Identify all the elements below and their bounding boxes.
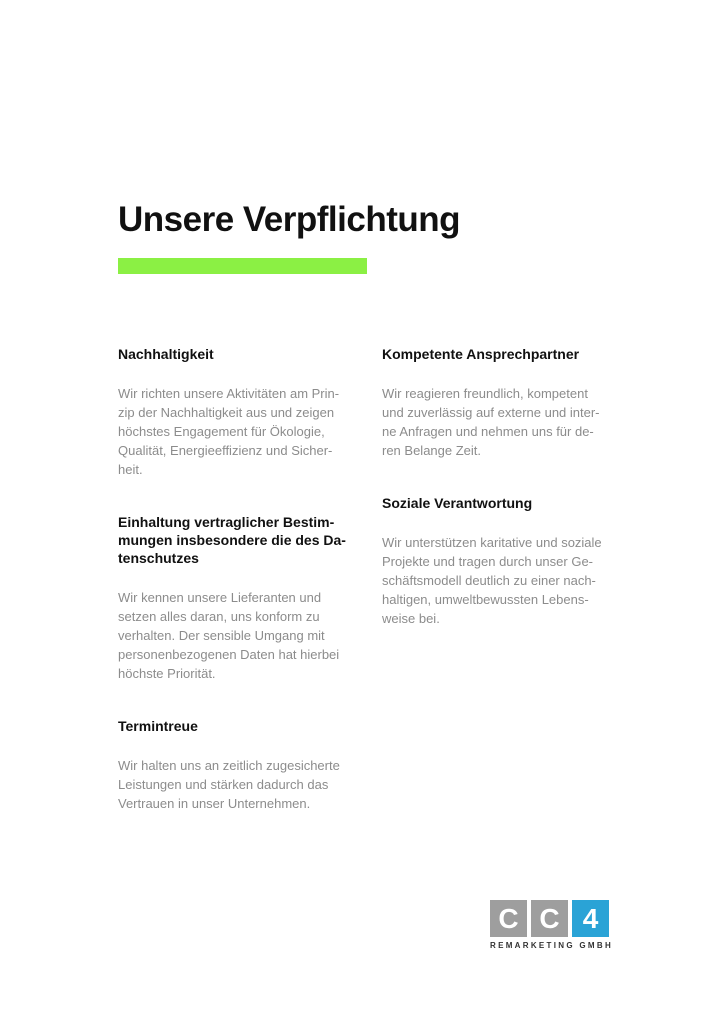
accent-bar [118,258,367,274]
section-ansprechpartner [382,345,622,460]
section-heading: Kompetente Ansprechpartner [382,346,580,362]
section-datenschutz [118,513,358,683]
logo-blocks [490,900,618,937]
logo-subtitle: REMARKETING GMBH [490,941,614,950]
section-heading: Einhaltung vertraglicher Bestim- mungen insbesondere die des Da- tenschutzes [118,514,346,566]
section-text: Wir halten uns an zeitlich zugesicherte Leistungen und stärken dadurch das Vertrauen in unser Unternehmen. [118,758,340,811]
logo-letter-c2: C [531,900,568,937]
right-column [382,345,622,662]
section-text: Wir kennen unsere Lieferanten und setzen alles daran, uns konform zu verhalten. Der sensible Umgang mit personenbezogenen Daten hat hierbei höchste Priorität. [118,590,340,681]
section-nachhaltigkeit [118,345,358,479]
logo-digit-4: 4 [572,900,609,937]
section-soziale-verantwortung [382,494,622,628]
section-text: Wir reagieren freundlich, kompetent und zuverlässig auf externe und inter- ne Anfragen und nehmen uns für de- ren Belange Zeit. [382,386,600,458]
section-termintreue [118,717,358,813]
section-heading: Termintreue [118,718,198,734]
company-logo [490,900,618,956]
section-heading: Soziale Verantwortung [382,495,533,511]
page-title: Unsere Verpflichtung [118,200,461,239]
section-heading: Nachhaltigkeit [118,346,214,362]
left-column [118,345,358,847]
section-text: Wir unterstützen karitative und soziale Projekte und tragen durch unser Ge- schäftsmodell deutlich zu einer nach- haltigen, umweltbewussten Lebens- weise bei. [382,535,602,626]
logo-letter-c1: C [490,900,527,937]
section-text: Wir richten unsere Aktivitäten am Prin- zip der Nachhaltigkeit aus und zeigen höchstes Engagement für Ökologie, Qualität, Energieeffizienz und Sicher- heit. [118,386,340,477]
